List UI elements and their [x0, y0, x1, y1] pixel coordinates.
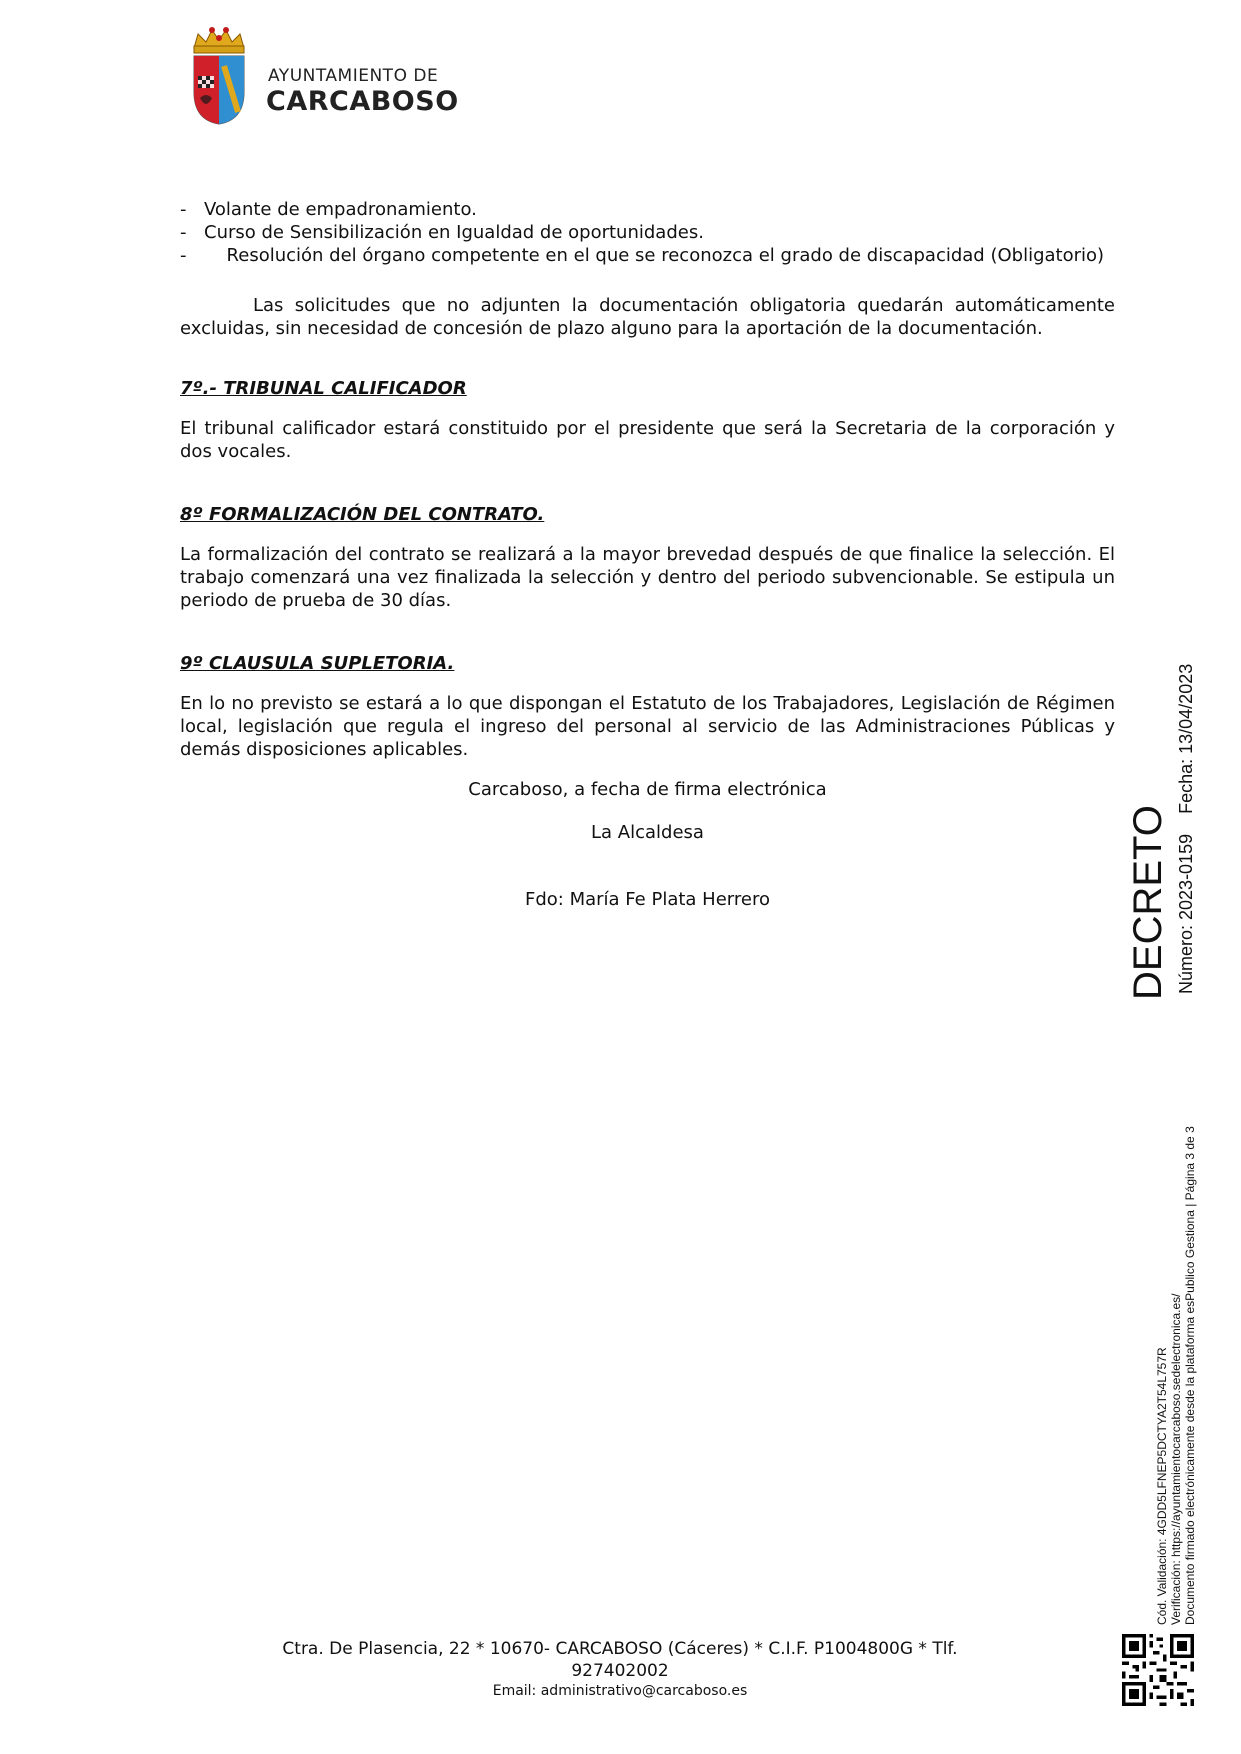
section-heading-9: 9º CLAUSULA SUPLETORIA. [180, 653, 455, 674]
footer-email: Email: administrativo@carcaboso.es [492, 1683, 748, 1699]
list-item: - Volante de empadronamiento. [180, 198, 1115, 221]
decree-stamp-meta [1176, 644, 1197, 994]
paragraph-section-7: El tribunal calificador estará constituido por el presidente que será la Secretaria de la corporación y dos vocales. [180, 418, 1115, 462]
list-item-text: Resolución del órgano competente en el que se reconozca el grado de discapacidad (Obligatorio) [209, 245, 1105, 266]
place-date: Carcaboso, a fecha de firma electrónica [468, 779, 827, 800]
municipal-logo [186, 26, 459, 130]
list-item-text: Curso de Sensibilización en Igualdad de oportunidades. [204, 222, 704, 243]
signed-by-note: Documento firmado electrónicamente desde la plataforma esPublico Gestiona | Página 3 de 3 [1183, 1126, 1197, 1625]
qr-code-icon [1122, 1634, 1194, 1706]
decree-stamp-title: DECRETO [1126, 805, 1170, 1000]
decree-date: Fecha: 13/04/2023 [1176, 663, 1196, 814]
decree-number: Número: 2023-0159 [1176, 833, 1196, 994]
list-item: - Resolución del órgano competente en el que se reconozca el grado de discapacidad (Obligatorio) [180, 245, 1105, 266]
list-item-text: Volante de empadronamiento. [204, 199, 477, 220]
coat-of-arms-icon [186, 26, 252, 126]
verification-url: Verificación: https://ayuntamientocarcaboso.sedelectronica.es/ [1169, 1293, 1183, 1625]
section-heading-8: 8º FORMALIZACIÓN DEL CONTRATO. [180, 504, 545, 525]
signer-role: La Alcaldesa [591, 822, 704, 843]
validation-stamp [1155, 1126, 1197, 1625]
document-body [180, 198, 1115, 911]
signer-name: Fdo: María Fe Plata Herrero [525, 889, 770, 910]
org-name-line2: CARCABOSO [266, 86, 459, 117]
paragraph-section-8: La formalización del contrato se realizará a la mayor brevedad después de que finalice la selección. El trabajo comenzará una vez finalizada la selección y dentro del periodo subvencionable. Se estipula un periodo de prueba de 30 días. [180, 544, 1115, 611]
section-heading-7: 7º.- TRIBUNAL CALIFICADOR [180, 378, 467, 399]
list-item: - Curso de Sensibilización en Igualdad de oportunidades. [180, 221, 1115, 244]
paragraph-section-9: En lo no previsto se estará a lo que dispongan el Estatuto de los Trabajadores, Legislación de Régimen local, legislación que regula el ingreso del personal al servicio de las Administraciones Públicas y demás disposiciones aplicables. [180, 693, 1115, 760]
page-footer [240, 1638, 1000, 1700]
footer-address: Ctra. De Plasencia, 22 * 10670- CARCABOSO (Cáceres) * C.I.F. P1004800G * Tlf. 927402002 [282, 1639, 958, 1681]
validation-code: Cód. Validación: 4GDD5LFNEP5DCTYA2T54L757R [1155, 1347, 1169, 1625]
paragraph-excluded: Las solicitudes que no adjunten la documentación obligatoria quedarán automáticamente excluidas, sin necesidad de concesión de plazo alguno para la aportación de la documentación. [180, 295, 1115, 339]
org-name-line1: AYUNTAMIENTO DE [268, 66, 439, 86]
